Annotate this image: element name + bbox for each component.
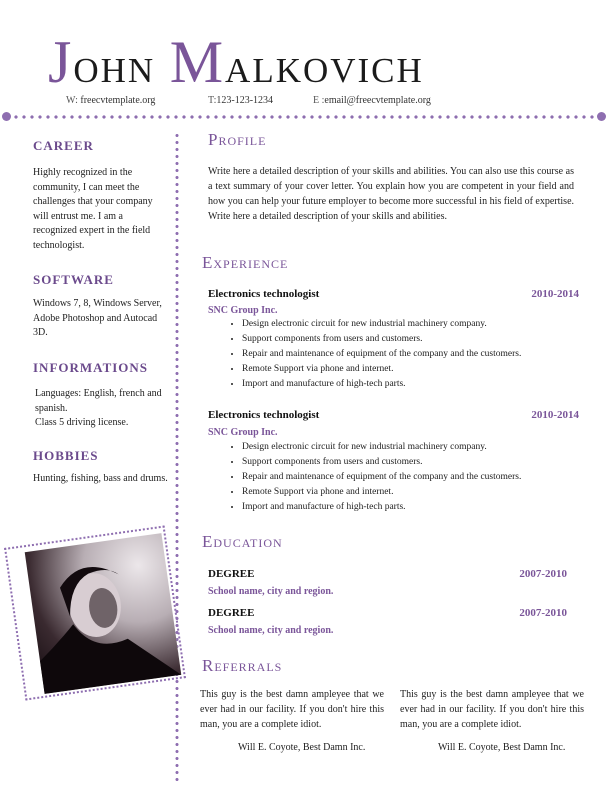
web-value: freecvtemplate.org <box>80 95 156 106</box>
profile-heading: Profile <box>208 130 267 149</box>
photo-image <box>25 533 182 694</box>
referral-signature: Will E. Coyote, Best Damn Inc. <box>238 742 366 753</box>
name-first-initial: J <box>48 29 74 95</box>
name-last-initial: M <box>169 29 226 95</box>
software-heading: SOFTWARE <box>33 272 114 287</box>
job-bullets <box>226 317 602 392</box>
career-heading: CAREER <box>33 138 94 153</box>
job-bullet: • Import and manufacture of high-tech parts. <box>242 377 602 392</box>
education-heading: Education <box>202 532 283 551</box>
header-rule-dot <box>2 112 11 121</box>
informations-text <box>33 387 168 431</box>
informations-line: Languages: English, french and spanish. <box>35 388 162 414</box>
contact-phone <box>208 95 273 106</box>
job-bullet: • Repair and maintenance of equipment of the company and the customers. <box>242 470 602 485</box>
job-bullet: • Remote Support via phone and internet. <box>242 362 602 377</box>
phone-label: T: <box>208 95 217 106</box>
education-school: School name, city and region. <box>208 625 334 636</box>
contact-web <box>66 95 155 106</box>
header-rule-dot <box>597 112 606 121</box>
web-label: W: <box>66 95 78 106</box>
education-dates: 2007-2010 <box>519 607 567 619</box>
education-degree: DEGREE <box>208 568 255 580</box>
job-bullet: • Support components from users and customers. <box>242 332 602 347</box>
job-bullet: • Import and manufacture of high-tech parts. <box>242 500 602 515</box>
profile-photo <box>25 533 182 694</box>
job-dates: 2010-2014 <box>531 409 579 421</box>
education-school: School name, city and region. <box>208 586 334 597</box>
profile-text: Write here a detailed description of your skills and abilities. You can also use this course as a text summary of your cover letter. You explain how you are competent in your field and how you can help your future employer to become more successful in his field of expertise. Write here a detailed description of your skills and abilities. <box>208 166 575 222</box>
portrait-silhouette <box>25 533 182 694</box>
email-value: email@freecvtemplate.org <box>324 95 431 106</box>
job-company: SNC Group Inc. <box>208 305 278 316</box>
job-title: Electronics technologist <box>208 409 320 421</box>
column-divider <box>175 132 179 782</box>
job-company: SNC Group Inc. <box>208 427 278 438</box>
resume-name <box>48 29 424 95</box>
name-first-rest: ohn <box>73 37 156 93</box>
experience-heading: Experience <box>202 253 289 272</box>
header-dotted-rule <box>12 115 602 119</box>
education-degree: DEGREE <box>208 607 255 619</box>
phone-value: 123-123-1234 <box>216 95 274 106</box>
software-text: Windows 7, 8, Windows Server, Adobe Photoshop and Autocad 3D. <box>33 298 162 338</box>
referral-quote: This guy is the best damn ampleyee that we ever had in our facility. If you don't hire this man, you are a complete idiot. <box>200 689 384 730</box>
informations-line: Class 5 driving license. <box>35 417 129 428</box>
job-bullet: • Repair and maintenance of equipment of the company and the customers. <box>242 347 602 362</box>
job-bullet: • Remote Support via phone and internet. <box>242 485 602 500</box>
referral-quote: This guy is the best damn ampleyee that we ever had in our facility. If you don't hire this man, you are a complete idiot. <box>400 689 584 730</box>
job-bullets <box>226 440 602 515</box>
job-bullet: • Design electronic circuit for new industrial machinery company. <box>242 317 602 332</box>
email-label: E : <box>313 95 325 106</box>
hobbies-heading: HOBBIES <box>33 448 99 463</box>
career-text: Highly recognized in the community, I can meet the challenges that your company will entrust me. I am a recognized expert in the field technologist. <box>33 167 153 251</box>
referrals-heading: Referrals <box>202 656 283 675</box>
informations-heading: INFORMATIONS <box>33 360 149 375</box>
referral-signature: Will E. Coyote, Best Damn Inc. <box>438 742 566 753</box>
hobbies-text: Hunting, fishing, bass and drums. <box>33 473 168 484</box>
job-dates: 2010-2014 <box>531 288 579 300</box>
contact-email <box>313 95 431 106</box>
name-last-rest: alkovich <box>225 37 424 93</box>
job-bullet: • Design electronic circuit for new industrial machinery company. <box>242 440 602 455</box>
job-bullet: • Support components from users and customers. <box>242 455 602 470</box>
education-dates: 2007-2010 <box>519 568 567 580</box>
job-title: Electronics technologist <box>208 288 320 300</box>
